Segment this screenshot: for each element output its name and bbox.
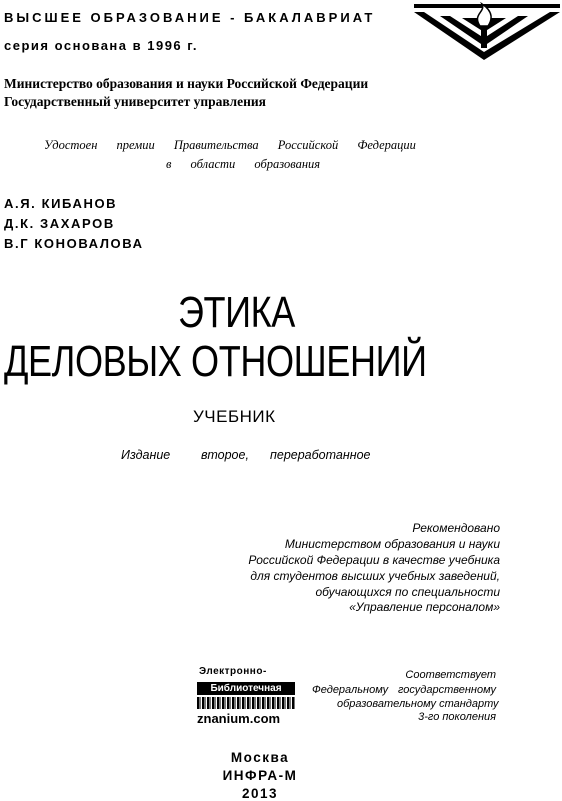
standard-line-3: образовательному стандарту [337,698,499,710]
recommendation-line-4: для студентов высших учебных заведений, [250,569,500,583]
edition-word-1: Издание [121,448,171,462]
author-1: А.Я. КИБАНОВ [4,196,118,211]
recommendation-line-2: Министерством образования и науки [284,537,500,551]
book-type: УЧЕБНИК [193,407,276,426]
edition-word-2: второе, [201,448,249,462]
torch-logo-icon [410,2,562,62]
standard-line-2: Федеральному государственному [312,684,496,696]
ministry-name: Министерство образования и науки Российской Федерации [4,76,369,91]
recommendation-line-1: Рекомендовано [412,521,500,535]
standard-line-1: Соответствует [405,669,496,681]
library-badge-site: znanium.com [197,711,281,726]
book-title-line-2: ДЕЛОВЫХ ОТНОШЕНИЙ [4,337,427,386]
standard-line-4: 3-го поколения [418,711,496,723]
book-title-line-1: ЭТИКА [178,288,295,337]
award-line-2: в области образования [166,157,321,171]
university-name: Государственный университет управления [4,94,266,109]
recommendation-line-3: Российской Федерации в качестве учебника [248,553,500,567]
imprint-publisher: ИНФРА-М [222,768,298,783]
series-title: ВЫСШЕЕ ОБРАЗОВАНИЕ - БАКАЛАВРИАТ [4,10,376,25]
library-badge [197,666,297,728]
library-badge-line-2: Библиотечная [197,682,295,695]
author-2: Д.К. ЗАХАРОВ [4,216,115,231]
edition-word-3: переработанное [270,448,371,462]
series-founded: серия основана в 1996 г. [4,38,198,53]
award-line-1: Удостоен премии Правительства Российской Федерации [44,138,416,152]
imprint-year: 2013 [241,786,279,801]
recommendation-line-6: «Управление персоналом» [349,600,500,614]
library-badge-line-1: Электронно- [199,666,267,677]
imprint-city: Москва [230,750,290,765]
recommendation-line-5: обучающихся по специальности [315,585,500,599]
library-badge-pattern [197,697,295,709]
author-3: В.Г КОНОВАЛОВА [4,236,144,251]
